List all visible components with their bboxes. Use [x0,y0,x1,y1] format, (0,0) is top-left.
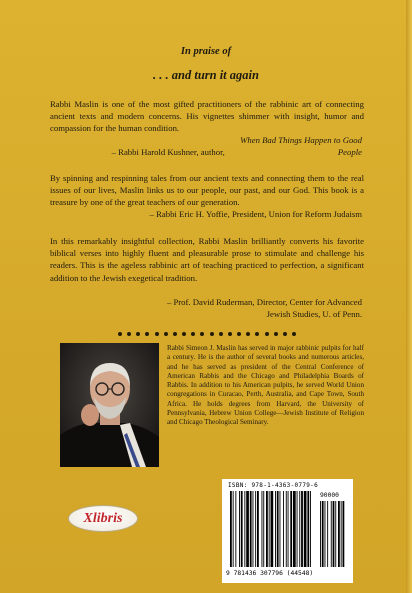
price-code: 90000 [320,492,339,499]
review-quote-kushner: Rabbi Maslin is one of the most gifted practitioners of the rabbinic art of connecting ancient texts and modern concerns. His vignettes shimmer with insight, humor and compassion for the human condition. [50,99,364,134]
author-photo [60,343,159,467]
attribution-name: – Rabbi Harold Kushner, author, [111,147,227,158]
review-attribution-kushner [112,134,362,158]
barcode-bars [222,479,353,583]
attribution-book-title: When Bad Things Happen to Good People [240,135,362,158]
xlibris-logo [68,505,138,532]
review-attribution-yoffie: – Rabbi Eric H. Yoffie, President, Union for Reform Judaism [149,209,362,219]
book-title: . . . and turn it again [153,68,259,82]
publisher-logo-text: Xlibris [83,510,123,526]
author-bio: Rabbi Simeon J. Maslin has served in major rabbinic pulpits for half a century. He is the author of several books and numerous articles, and he has served as president of the Central Conference of American Rabbis and the Chicago and Philadelphia Boards of Rabbis. In addition to his American pulpits, he served World Union congregations in Curacao, Perth, Australia, and Cape Town, South Africa. He holds degrees from Harvard, the University of Pennsylvania, Hebrew Union College—Jewish Institute of Religion and Chicago Theological Seminary. [167,344,364,426]
attribution-line-1: – Prof. David Ruderman, Director, Center for Advanced [166,297,362,307]
barcode-digits: 9 781436 307796 (44548) [226,570,314,577]
review-quote-yoffie: By spinning and respinning tales from our ancient texts and connecting them to the real issues of our lives, Maslin links us to our people, our past, and our God. This book is a treasure by one of the great teachers of our generation. [50,173,364,208]
review-quote-ruderman: In this remarkably insightful collection, Rabbi Maslin brilliantly converts his favorite biblical verses into highly fluent and pleasurable prose to stimulate and challenge his readers. This is the ageless rabbinic art of teaching practiced to perfection, a significant addition to the Jewish exegetical tradition. [50,236,364,283]
isbn-label: ISBN: 978-1-4363-0779-6 [228,482,318,489]
attribution-line-2: Jewish Studies, U. of Penn. [266,309,362,320]
dotted-divider [118,332,296,336]
praise-heading: In praise of [180,46,232,57]
spine-edge [406,0,412,593]
isbn-barcode [222,479,353,583]
review-attribution-ruderman [167,296,362,320]
